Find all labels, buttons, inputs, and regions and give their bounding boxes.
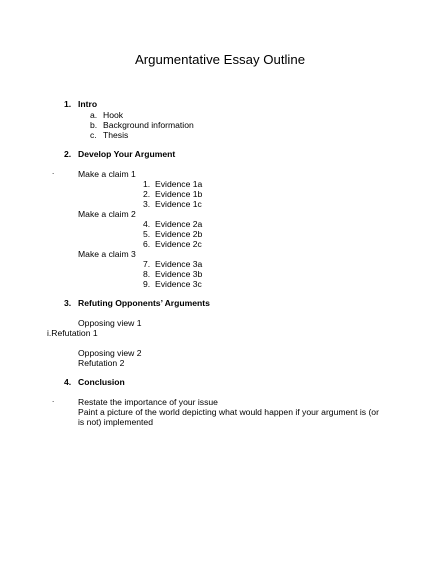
section-2-heading: Develop Your Argument	[78, 149, 176, 159]
refute-line: i.Refutation 1	[47, 328, 98, 338]
document-title: Argumentative Essay Outline	[134, 52, 306, 67]
evidence-text: Evidence 3c	[155, 279, 202, 289]
intro-item-text: Hook	[103, 110, 124, 120]
claim-label: Make a claim 3	[78, 249, 136, 259]
claim-label: Make a claim 2	[78, 209, 136, 219]
evidence-text: Evidence 2b	[155, 229, 203, 239]
intro-item-marker: a.	[90, 110, 98, 120]
intro-item-text: Thesis	[103, 130, 129, 140]
section-1-heading: Intro	[78, 99, 98, 109]
evidence-number: 6.	[143, 239, 151, 249]
refute-line: Refutation 2	[78, 358, 125, 368]
evidence-text: Evidence 3a	[155, 259, 203, 269]
evidence-number: 9.	[143, 279, 151, 289]
intro-item-marker: c.	[90, 130, 97, 140]
evidence-number: 8.	[143, 269, 151, 279]
evidence-number: 2.	[143, 189, 151, 199]
section-3-number: 3.	[64, 298, 72, 308]
evidence-number: 7.	[143, 259, 151, 269]
conclusion-line: Paint a picture of the world depicting what would happen if your argument is (or	[78, 407, 379, 417]
section-1-number: 1.	[64, 99, 72, 109]
refute-line: Opposing view 2	[78, 348, 142, 358]
evidence-number: 3.	[143, 199, 151, 209]
stray-marker: .	[52, 167, 55, 176]
intro-item-marker: b.	[90, 120, 98, 130]
evidence-text: Evidence 1c	[155, 199, 202, 209]
section-4-heading: Conclusion	[78, 377, 125, 387]
section-2-number: 2.	[64, 149, 72, 159]
evidence-number: 1.	[143, 179, 151, 189]
evidence-text: Evidence 1a	[155, 179, 203, 189]
evidence-text: Evidence 2c	[155, 239, 202, 249]
conclusion-line: Restate the importance of your issue	[78, 397, 218, 407]
evidence-text: Evidence 1b	[155, 189, 203, 199]
evidence-text: Evidence 3b	[155, 269, 203, 279]
section-4-number: 4.	[64, 377, 72, 387]
intro-item-text: Background information	[103, 120, 194, 130]
conclusion-line: is not) implemented	[78, 417, 153, 427]
stray-marker: .	[52, 395, 55, 404]
refute-line: Opposing view 1	[78, 318, 142, 328]
evidence-number: 4.	[143, 219, 151, 229]
evidence-text: Evidence 2a	[155, 219, 203, 229]
section-3-heading: Refuting Opponents’ Arguments	[78, 298, 210, 308]
evidence-number: 5.	[143, 229, 151, 239]
claim-label: Make a claim 1	[78, 169, 136, 179]
